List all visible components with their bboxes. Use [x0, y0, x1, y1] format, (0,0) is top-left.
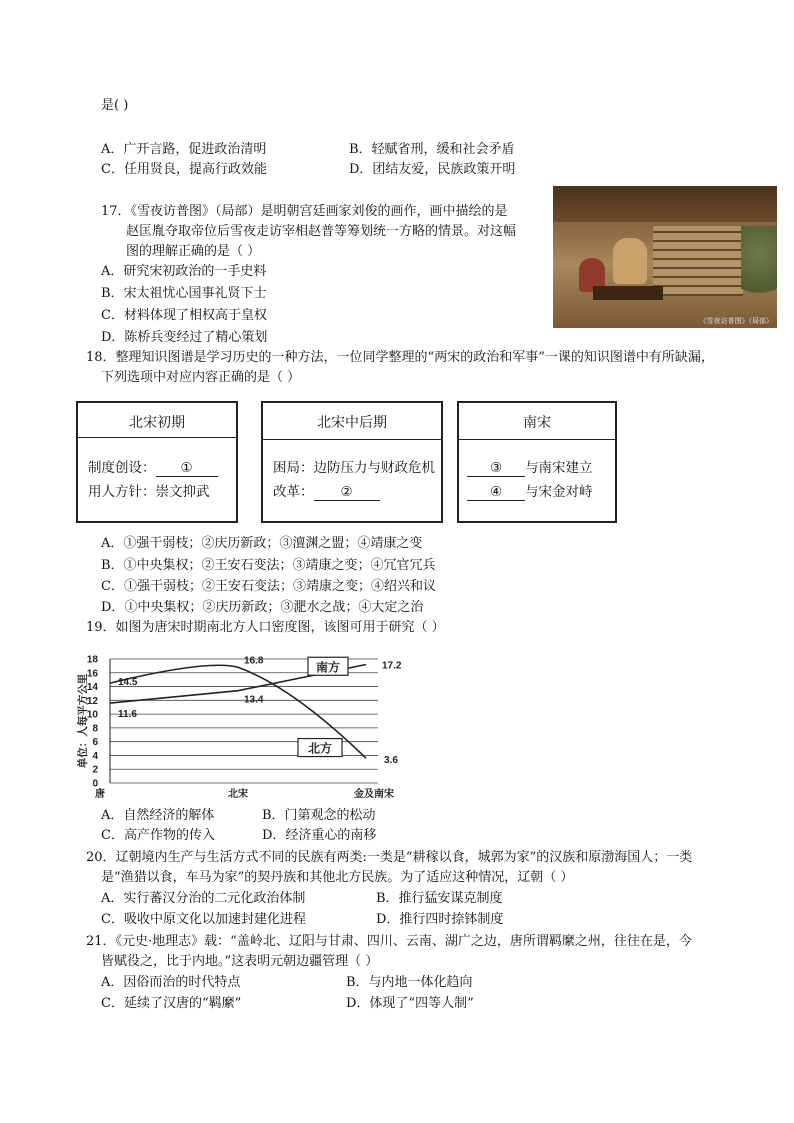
y-tick-label: 14: [86, 682, 98, 694]
q20-line-2: 是“渔猎以食，车马为家”的契丹族和其他北方民族。为了适应这种情况，辽朝（ ）: [101, 870, 574, 885]
box3-row2-text: 与宋金对峙: [525, 484, 593, 500]
box2-row2-label: 改革：: [273, 484, 314, 500]
y-tick-label: 10: [86, 709, 98, 721]
painting-image: [553, 186, 777, 328]
box3-row1-text: 与南宋建立: [525, 460, 593, 476]
q17-line-3: 图的理解正确的是（ ）: [126, 244, 261, 259]
q21-option-c[interactable]: C．延续了汉唐的“羁縻”: [101, 996, 242, 1011]
q20-option-c[interactable]: C．吸收中原文化以加速封建化进程: [101, 912, 306, 927]
data-label: 3.6: [384, 755, 398, 767]
q19-option-c[interactable]: C．高产作物的传入: [101, 828, 215, 843]
painting-caption: 《雪夜访普图》（局部）: [699, 317, 773, 325]
data-label: 14.5: [118, 677, 138, 689]
box3-title: 南宋: [523, 415, 551, 431]
box2-row-1: 困局：边防压力与财政危机: [273, 460, 435, 476]
y-tick-label: 4: [92, 750, 98, 762]
y-axis-label: 单位：人每平方公里: [77, 673, 89, 769]
q18-line-2: 下列选项中对应内容正确的是（ ）: [101, 370, 301, 385]
q18-line-1: 18．整理知识图谱是学习历史的一种方法，一位同学整理的“两宋的政治和军事”一课的知识图谱中有所缺漏，: [86, 350, 714, 365]
blank-2: ②: [314, 484, 380, 501]
q19-option-d[interactable]: D．经济重心的南移: [262, 828, 377, 843]
map-box-southern-song: [457, 401, 617, 523]
q19-line-1: 19．如图为唐宋时期南北方人口密度图，该图可用于研究（ ）: [86, 620, 445, 635]
q19-option-b[interactable]: B．门第观念的松动: [262, 808, 376, 823]
map-box-mid-late-northern-song: [261, 401, 443, 523]
q17-option-b[interactable]: B．宋太祖忧心国事礼贤下士: [101, 286, 267, 301]
y-tick-label: 18: [86, 654, 98, 666]
map-box-early-northern-song: [76, 401, 238, 523]
box2-title: 北宋中后期: [317, 415, 387, 431]
y-tick-label: 2: [92, 764, 98, 776]
x-tick-label: 唐: [95, 789, 105, 800]
q16-option-c[interactable]: C．任用贤良，提高行政效能: [101, 162, 267, 177]
q18-option-b[interactable]: B．①中央集权；②王安石变法；③靖康之变；④冗官冗兵: [101, 558, 436, 573]
q18-option-d[interactable]: D．①中央集权；②庆历新政；③淝水之战；④大定之治: [101, 600, 424, 615]
y-tick-label: 8: [92, 723, 98, 735]
q16-option-d[interactable]: D．团结友爱，民族政策开明: [349, 162, 516, 177]
q17-line-2: 赵匡胤夺取帝位后雪夜走访宰相赵普等筹划统一方略的情景。对这幅: [126, 224, 517, 239]
y-tick-label: 6: [92, 737, 98, 749]
y-tick-label: 16: [86, 668, 98, 680]
legend-label-south: 南方: [315, 660, 341, 675]
q16-option-a[interactable]: A．广开言路，促进政治清明: [101, 142, 267, 157]
box1-title: 北宋初期: [129, 415, 185, 431]
q21-line-1: 21．《元史·地理志》载：“盖岭北、辽阳与甘肃、四川、云南、湖广之边，唐所谓羁縻之州，往往在是，今: [86, 934, 692, 949]
box3-row-2: [467, 480, 593, 501]
box3-row-1: [467, 456, 593, 477]
q20-option-a[interactable]: A．实行蕃汉分治的二元化政治体制: [101, 891, 306, 906]
x-tick-label: 金及南宋: [354, 789, 394, 800]
q19-option-a[interactable]: A．自然经济的解体: [101, 808, 215, 823]
y-tick-label: 12: [86, 695, 98, 707]
q18-option-a[interactable]: A．①强干弱枝；②庆历新政；③澶渊之盟；④靖康之变: [101, 536, 423, 551]
q20-option-b[interactable]: B．推行猛安谋克制度: [376, 891, 503, 906]
q17-line-1: 17．《雪夜访普图》（局部）是明朝宫廷画家刘俊的画作，画中描绘的是: [101, 204, 508, 219]
q21-option-a[interactable]: A．因俗而治的时代特点: [101, 975, 241, 990]
data-label: 11.6: [118, 709, 137, 721]
population-density-chart: [76, 645, 426, 800]
data-label: 16.8: [244, 655, 264, 667]
q16-stem-tail: 是( ): [101, 98, 129, 113]
q17-option-a[interactable]: A．研究宋初政治的一手史料: [101, 264, 267, 279]
data-label: 13.4: [244, 694, 264, 706]
q17-option-d[interactable]: D．陈桥兵变经过了精心策划: [101, 330, 268, 345]
legend-label-north: 北方: [307, 741, 333, 756]
box2-row-2: [273, 480, 380, 501]
q17-option-c[interactable]: C．材料体现了相权高于皇权: [101, 308, 267, 323]
q21-option-b[interactable]: B．与内地一体化趋向: [346, 975, 473, 990]
box1-row-1: [88, 456, 218, 477]
blank-3: ③: [467, 460, 525, 477]
x-tick-label: 北宋: [228, 789, 248, 800]
q18-option-c[interactable]: C．①强干弱枝；②王安石变法；③靖康之变；④绍兴和议: [101, 579, 436, 594]
box1-row1-label: 制度创设：: [88, 460, 156, 476]
q20-line-1: 20．辽朝境内生产与生活方式不同的民族有两类:一类是“耕稼以食，城郭为家”的汉族和原渤海国人；一类: [86, 850, 693, 865]
q21-option-d[interactable]: D．体现了“四等人制”: [346, 996, 474, 1011]
data-label: 17.2: [382, 660, 402, 672]
blank-4: ④: [467, 484, 525, 501]
box1-row-2: 用人方针：崇文抑武: [88, 484, 210, 500]
q20-option-d[interactable]: D．推行四时捺钵制度: [376, 912, 504, 927]
q16-option-b[interactable]: B．轻赋省刑，缓和社会矛盾: [349, 142, 515, 157]
blank-1: ①: [156, 460, 218, 477]
q21-line-2: 皆赋役之，比于内地。”这表明元朝边疆管理（ ）: [101, 954, 379, 969]
y-tick-label: 0: [92, 778, 98, 790]
